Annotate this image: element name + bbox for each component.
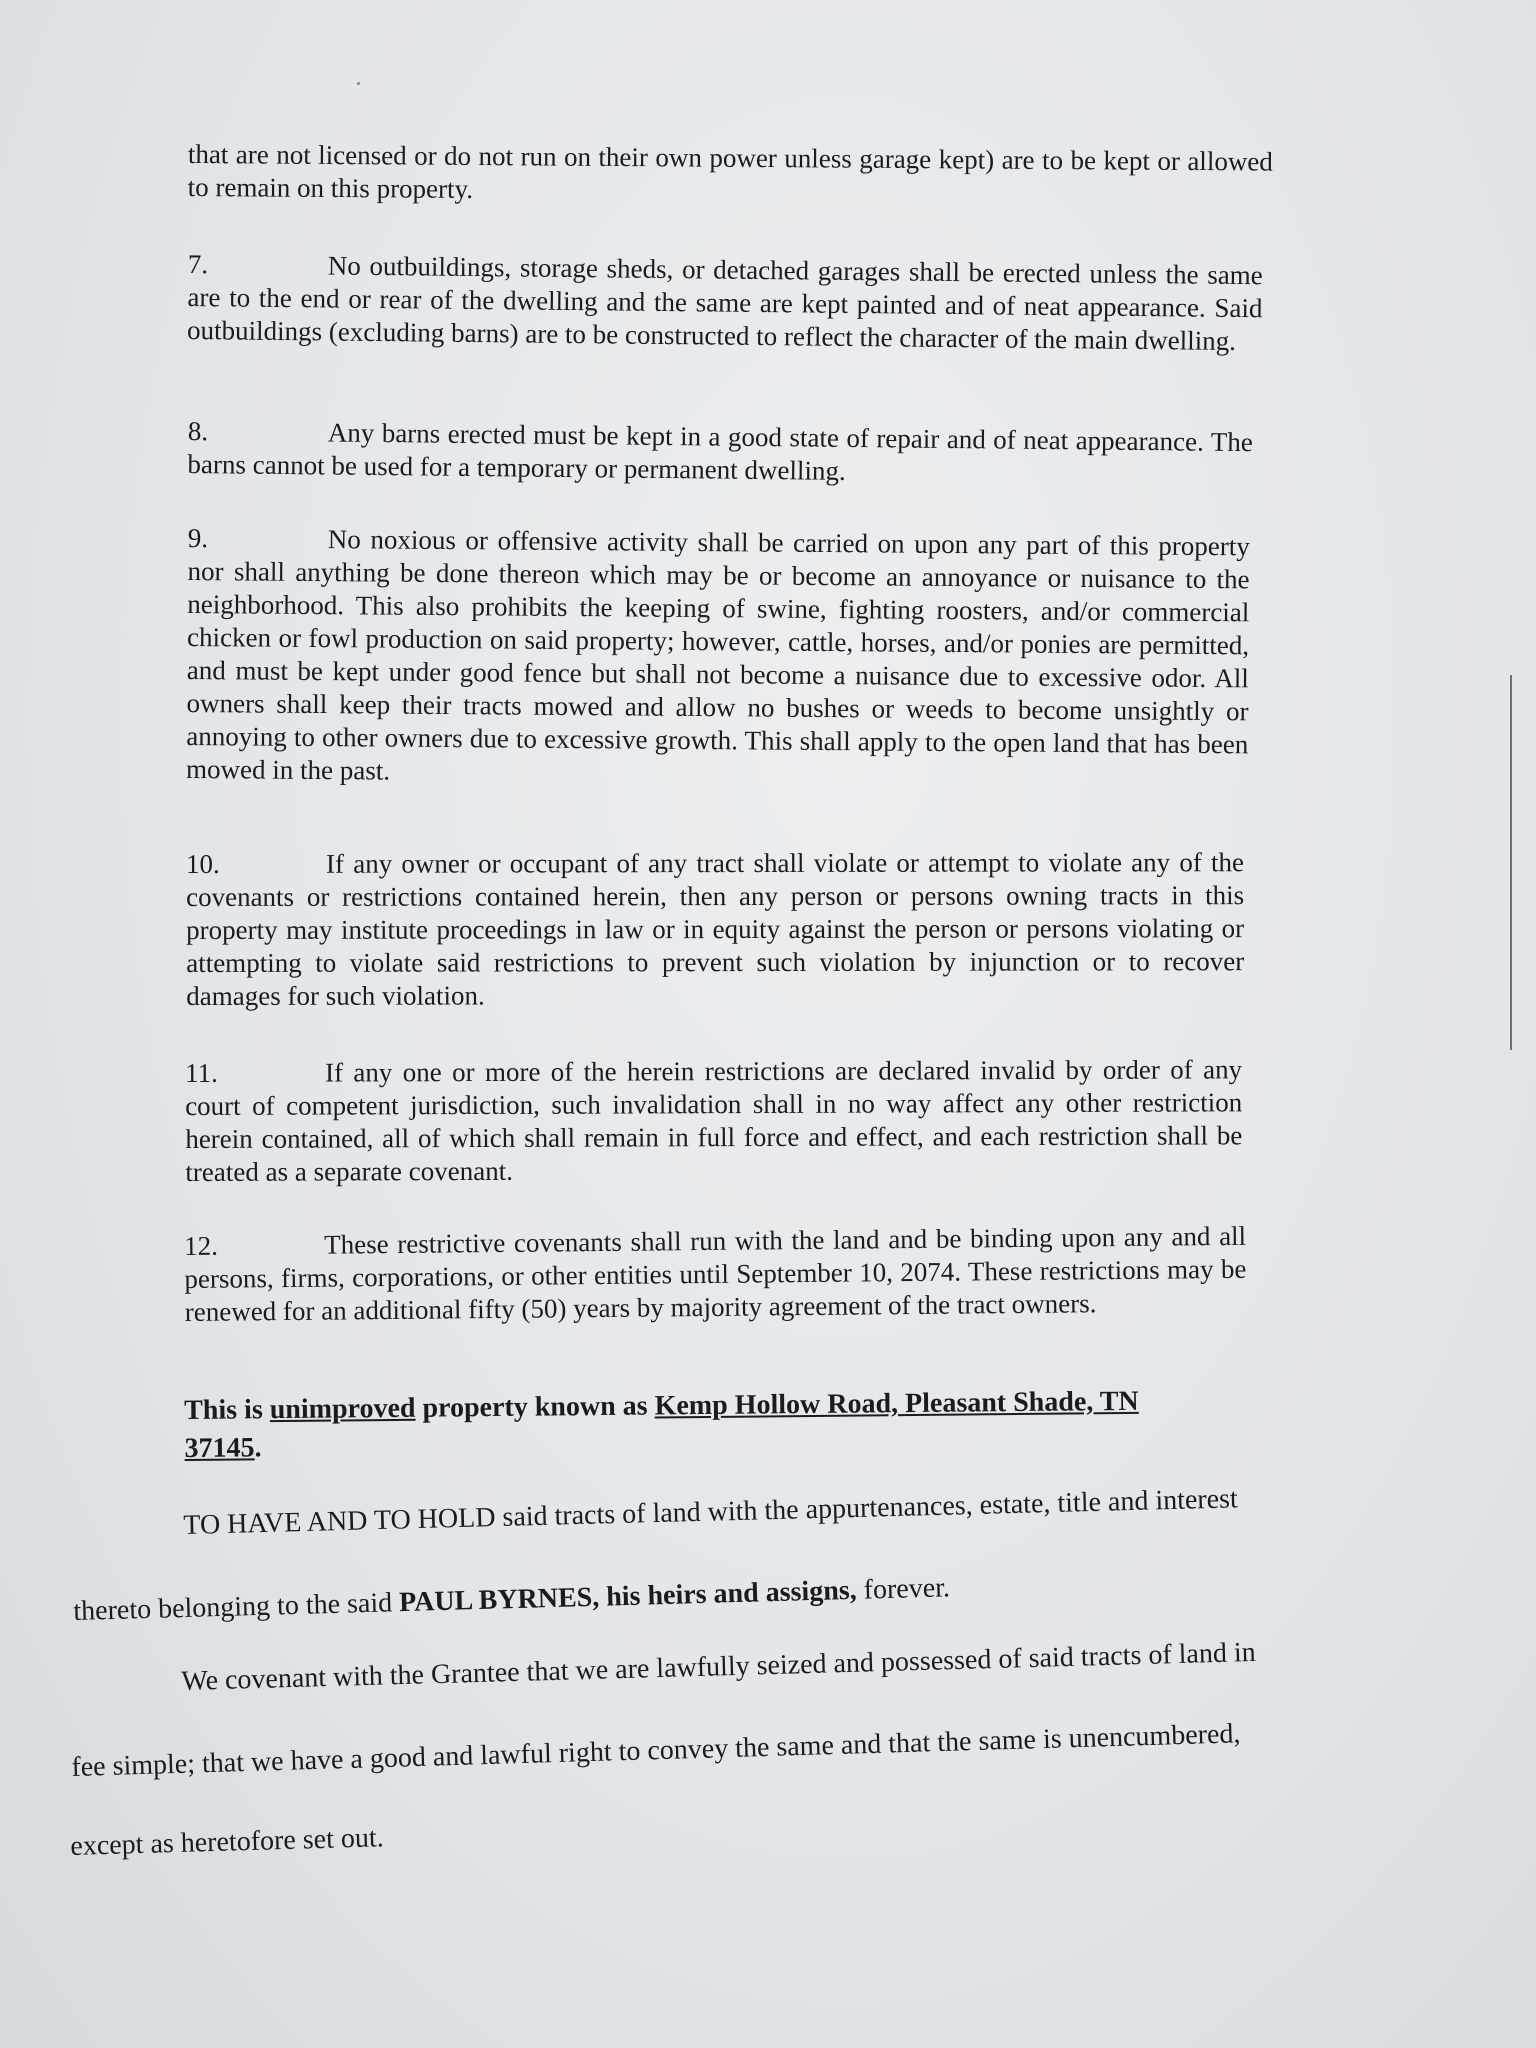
covenant-text: These restrictive covenants shall run with the land and be binding upon any and all persons, firms, corporations, or other entities until September 10, 2074. These restrictions may be renewed for an additional fifty (50) years by majority agreement of the tract owners.	[184, 1220, 1247, 1327]
warranty-line-1	[181, 1637, 1256, 1698]
habendum-text: forever.	[856, 1572, 951, 1606]
covenant-8	[187, 415, 1253, 492]
habendum-text: TO HAVE AND TO HOLD said tracts of land with the appurtenances, estate, title and interest	[183, 1483, 1239, 1541]
property-middle: property known as	[415, 1390, 655, 1424]
property-address: Kemp Hollow Road, Pleasant Shade, TN	[654, 1385, 1139, 1422]
warranty-text: We covenant with the Grantee that we are lawfully seized and possessed of said tracts of land in	[181, 1636, 1257, 1697]
property-zip: 37145	[184, 1432, 255, 1464]
covenant-text: If any owner or occupant of any tract shall violate or attempt to violate any of the covenants or restrictions contained herein, then any person or persons owning tracts in this property may institute proceedings in law or in equity against the person or persons violating or attempting to violate said restrictions to prevent such violation by injunction or to recover damages for such violation.	[186, 847, 1245, 1011]
covenant-text: No noxious or offensive activity shall be carried on upon any part of this property nor shall anything be done thereon which may be or become an annoyance or nuisance to the neighborhood. This also prohibits the keeping of swine, fighting roosters, and/or commercial chicken or fowl production on said property; however, cattle, horses, and/or ponies are permitted, and must be kept under good fence but shall not become a nuisance due to excessive odor. All owners shall keep their tracts mowed and allow no bushes or weeds to become unsightly or annoying to other owners due to excessive growth. This shall apply to the open land that has been mowed in the past.	[185, 524, 1250, 786]
property-type: unimproved	[269, 1392, 416, 1426]
paper-edge-line	[1510, 675, 1512, 1050]
warranty-line-3	[70, 1822, 384, 1863]
covenant-number: 8.	[187, 415, 209, 447]
paper-speck	[357, 82, 360, 85]
covenant-text: If any one or more of the herein restrictions are declared invalid by order of any court of competent jurisdiction, such invalidation shall in no way affect any other restriction herein contained, all of which shall remain in full force and effect, and each restriction shall be treated as a separate covenant.	[185, 1054, 1243, 1187]
covenant-number: 11.	[185, 1057, 218, 1088]
habendum-line-2	[73, 1572, 950, 1628]
habendum-text: thereto belonging to the said	[73, 1587, 400, 1627]
warranty-text: except as heretofore set out.	[70, 1822, 385, 1862]
covenant-number: 12.	[184, 1230, 219, 1261]
covenant-text: Any barns erected must be kept in a good state of repair and of neat appearance. The barns cannot be used for a temporary or permanent dwelling.	[187, 417, 1253, 486]
grantee-name: PAUL BYRNES, his heirs and assigns,	[398, 1574, 858, 1619]
covenant-number: 7.	[187, 248, 209, 280]
covenant-number: 10.	[186, 848, 220, 879]
property-statement	[184, 1382, 1253, 1468]
covenant-7	[187, 248, 1263, 358]
warranty-text: fee simple; that we have a good and lawful right to convey the same and that the same is unencumbered,	[71, 1718, 1241, 1783]
habendum-line-1	[183, 1483, 1238, 1542]
covenant-10	[186, 846, 1244, 1013]
intro-paragraph	[188, 138, 1273, 212]
intro-text: that are not licensed or do not run on their own power unless garage kept) are to be kept or allowed to remain on this property.	[187, 138, 1273, 204]
property-prefix: This is	[184, 1394, 270, 1426]
warranty-line-2	[71, 1718, 1241, 1784]
covenant-text: No outbuildings, storage sheds, or detached garages shall be erected unless the same are to the end or rear of the dwelling and the same are kept painted and of neat appearance. Said outbuildings (excluding barns) are to be constructed to reflect the character of the main dwelling.	[186, 250, 1263, 356]
covenant-9	[186, 522, 1250, 794]
covenant-12	[184, 1220, 1247, 1329]
covenant-number: 9.	[187, 522, 209, 554]
property-suffix: .	[254, 1432, 262, 1464]
covenant-11	[185, 1053, 1242, 1189]
